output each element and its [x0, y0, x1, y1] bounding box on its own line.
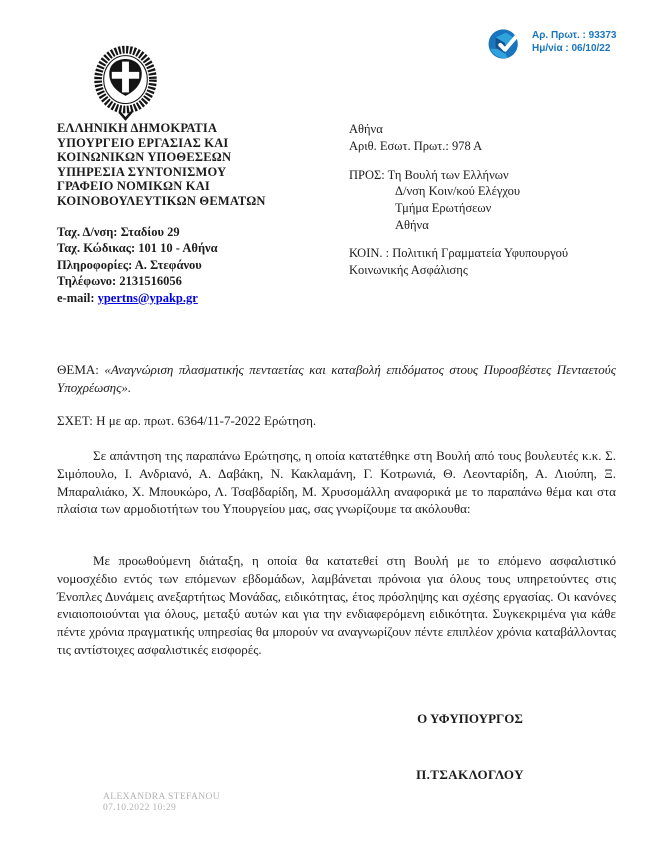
stamp-protocol-number: Αρ. Πρωτ. : 93373: [532, 30, 617, 41]
org-line: ΥΠΟΥΡΓΕΙΟ ΕΡΓΑΣΙΑΣ ΚΑΙ: [57, 135, 229, 150]
org-line: ΚΟΙΝΟΒΟΥΛΕΥΤΙΚΩΝ ΘΕΜΑΤΩΝ: [57, 193, 266, 208]
stamp-text: [532, 27, 616, 55]
body-paragraph-1: Σε απάντηση της παραπάνω Ερώτησης, η οποία κατατέθηκε στη Βουλή από τους βουλευτές κ.κ. Σ. Σιμόπουλο, Ι. Ανδριανό, Α. Δαβάκη, Ν. Κακλαμάνη, Γ. Κοτρωνιά, Θ. Λεονταρίδη, Α. Λιούπη, Ξ. Μπαραλιάκο, Χ. Μπουκώρο, Λ. Τσαβδαρίδη, Μ. Χρυσομάλλη αναφορικά με το παραπάνω θέμα και στα πλαίσια των αρμοδιοτήτων του Υπουργείου μας, σας γνωρίζουμε τα ακόλουθα:: [57, 448, 616, 517]
letter-city: Αθήνα: [349, 122, 383, 136]
org-line: ΚΟΙΝΩΝΙΚΩΝ ΥΠΟΘΕΣΕΩΝ: [57, 150, 232, 165]
contact-person: Πληροφορίες: Α. Στεφάνου: [57, 257, 202, 272]
greek-coat-of-arms-icon: [87, 41, 164, 125]
internal-protocol-number: Αριθ. Εσωτ. Πρωτ.: 978 Α: [349, 138, 483, 153]
subject-text: «Αναγνώριση πλασματικής πενταετίας και καταβολή επιδόματος στους Πυροσβέστες Πενταετούς Υποχρέωσης».: [57, 362, 617, 395]
stamp-date: Ημ/νία : 06/10/22: [532, 43, 611, 54]
signature-title: Ο ΥΦΥΠΟΥΡΓΟΣ: [417, 711, 523, 726]
recipient-column: [349, 121, 629, 278]
cc-block: ΚΟΙΝ. : Πολιτική Γραμματεία Υφυπουργού Κοινωνικής Ασφάλισης: [349, 245, 569, 277]
contact-block: [57, 224, 337, 306]
to-line-4: Αθήνα: [395, 217, 429, 232]
contact-address: Ταχ. Δ/νση: Σταδίου 29: [57, 225, 180, 239]
to-line-1: ΠΡΟΣ: Τη Βουλή των Ελλήνων: [349, 167, 509, 182]
contact-postal-code: Ταχ. Κώδικας: 101 10 - Αθήνα: [57, 241, 218, 256]
protocol-stamp: [487, 27, 616, 61]
to-line-2: Δ/νση Κοιν/κού Ελέγχου: [395, 184, 521, 199]
email-link[interactable]: ypertns@ypakp.gr: [97, 290, 198, 305]
contact-email-row: [57, 290, 337, 306]
contact-phone: Τηλέφωνο: 2131516056: [57, 274, 182, 289]
subject-line: [57, 361, 616, 397]
watermark-datetime: 07.10.2022 10:29: [103, 803, 177, 813]
subject-label: ΘΕΜΑ:: [57, 362, 105, 377]
ministry-header: [57, 121, 337, 209]
reference-line: ΣΧΕΤ: Η με αρ. πρωτ. 6364/11-7-2022 Ερώτηση.: [57, 413, 317, 428]
watermark-name: ALEXANDRA STEFANOU: [103, 792, 221, 802]
digital-signature-watermark: [103, 792, 220, 814]
body-paragraph-2: Με προωθούμενη διάταξη, η οποία θα κατατεθεί στη Βουλή με το επόμενο ασφαλιστικό νομοσχέδιο εντός των επόμενων εβδομάδων, λαμβάνεται πρόνοια για όλους τους υπηρετούντες στις Ένοπλες Δυνάμεις ανεξαρτήτως Μονάδας, ειδικότητας, έτος πρόσληψης και σχέσης εργασίας. Οι κανόνες ενιαιοποιούνται για όλους, μεταξύ αυτών και για την ενδιαφερόμενη ειδικότητα. Συγκεκριμένα για κάθε πέντε χρόνια πραγματικής υπηρεσίας θα μπορούν να αναγνωρίζουν πέντε επιπλέον χρόνια καταβάλλοντας τις αντίστοιχες ασφαλιστικές εισφορές.: [57, 553, 616, 657]
signature-name: Π.ΤΣΑΚΛΟΓΛΟΥ: [416, 767, 524, 782]
org-line: ΕΛΛΗΝΙΚΗ ΔΗΜΟΚΡΑΤΙΑ: [57, 121, 218, 135]
to-label: ΠΡΟΣ:: [349, 167, 388, 182]
org-line: ΥΠΗΡΕΣΙΑ ΣΥΝΤΟΝΙΣΜΟΥ: [57, 164, 227, 179]
org-line: ΓΡΑΦΕΙΟ ΝΟΜΙΚΩΝ ΚΑΙ: [57, 179, 210, 194]
to-line-3: Τμήμα Ερωτήσεων: [395, 201, 492, 216]
digital-protocol-icon: [487, 27, 525, 61]
email-label: e-mail:: [57, 290, 98, 305]
